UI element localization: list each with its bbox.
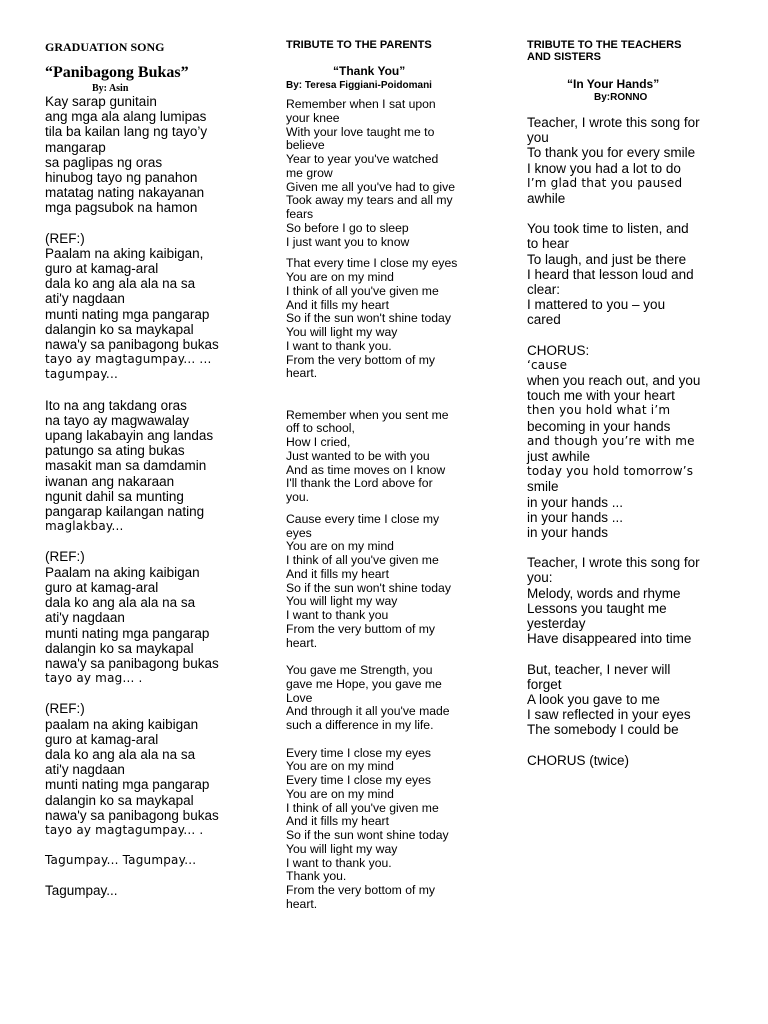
lyric-line: today you hold tomorrow’s <box>527 464 694 479</box>
lyric-line: nawa'y sa panibagong bukas <box>45 807 219 823</box>
lyric-line: iwanan ang nakaraan <box>45 473 175 489</box>
lyric-line: patungo sa ating bukas <box>45 443 185 459</box>
section-title: TRIBUTE TO THE PARENTS <box>286 39 432 51</box>
lyric-line: nawa'y sa panibagong bukas <box>45 337 219 353</box>
lyric-line: From the very bottom of my <box>286 883 435 897</box>
lyric-line: To laugh, and just be there <box>527 251 687 267</box>
lyric-line: believe <box>286 138 325 153</box>
lyric-line: tila ba kailan lang ng tayo’y <box>45 124 208 140</box>
lyric-line: I heard that lesson loud and <box>527 266 694 282</box>
lyric-line: So if the sun won't shine today <box>286 580 451 595</box>
lyric-line: CHORUS (twice) <box>527 752 630 768</box>
lyric-line: maglakbay... <box>45 519 124 534</box>
lyric-line: tayo ay magtagumpay... ... <box>45 352 212 367</box>
lyric-line: Every time I close my eyes <box>286 745 431 760</box>
lyric-line: Remember when I sat upon <box>286 97 436 111</box>
lyric-line: sa paglipas ng oras <box>45 154 163 170</box>
section-title-line: TRIBUTE TO THE TEACHERS <box>527 39 682 51</box>
lyric-line: I want to thank you. <box>286 338 392 353</box>
lyric-line: I want to thank you <box>286 608 389 622</box>
lyric-line: And it fills my heart <box>286 566 389 581</box>
lyric-line: Teacher, I wrote this song for <box>527 555 700 571</box>
lyric-line: I'll thank the Lord above for <box>286 476 433 491</box>
lyric-line: dalangin ko sa maykapal <box>45 640 194 656</box>
lyric-line: You will light my way <box>286 841 398 856</box>
lyric-line: in your hands ... <box>527 509 624 525</box>
lyric-line: munti nating mga pangarap <box>45 306 210 322</box>
song-byline <box>286 80 432 91</box>
lyric-line: guro at kamag-aral <box>45 261 159 277</box>
lyric-line: cared <box>527 312 561 328</box>
song-title: “Thank You” <box>333 64 406 78</box>
lyric-line: forget <box>527 676 562 692</box>
lyric-line: touch me with your heart <box>527 388 675 404</box>
lyric-line: then you hold what i’m <box>527 403 671 418</box>
lyric-line: eyes <box>286 525 312 540</box>
lyric-line: dalangin ko sa maykapal <box>45 321 194 337</box>
song-title: “In Your Hands” <box>567 77 660 91</box>
lyrics <box>286 98 496 912</box>
lyric-line: (REF:) <box>45 701 85 717</box>
lyric-line: And it fills my heart <box>286 297 389 312</box>
lyric-line: I think of all you've given me <box>286 553 439 567</box>
lyric-line: How I cried, <box>286 435 351 449</box>
lyric-line: mga pagsubok na hamon <box>45 200 198 216</box>
lyric-line: So before I go to sleep <box>286 220 409 235</box>
lyric-line: just awhile <box>527 449 591 465</box>
lyric-line: The somebody I could be <box>527 722 679 738</box>
lyric-line: I know you had a lot to do <box>527 160 681 176</box>
section-title: GRADUATION SONG <box>45 40 165 54</box>
lyric-line: Cause every time I close my <box>286 511 440 526</box>
lyrics <box>45 94 255 899</box>
lyric-line: ‘cause <box>527 357 568 372</box>
lyric-line: You are on my mind <box>286 786 394 801</box>
lyric-line: off to school, <box>286 421 355 436</box>
lyric-line: Have disappeared into time <box>527 631 692 647</box>
lyric-line: Tagumpay... Tagumpay... <box>45 853 197 868</box>
lyric-line: I want to thank you. <box>286 855 392 870</box>
lyric-line: when you reach out, and you <box>527 373 701 389</box>
lyric-line: Year to year you've watched <box>286 152 439 166</box>
lyric-line: Teacher, I wrote this song for <box>527 115 700 130</box>
lyric-line: Remember when you sent me <box>286 407 449 422</box>
lyric-line: From the very bottom of my <box>286 352 435 367</box>
lyric-line: But, teacher, I never will <box>527 661 671 677</box>
lyric-line: And as time moves on I know <box>286 462 446 477</box>
lyric-line: You gave me Strength, you <box>286 663 433 677</box>
lyric-line: such a difference in my life. <box>286 718 434 732</box>
section-title <box>527 39 681 63</box>
lyric-line: Given me all you've had to give <box>286 179 455 194</box>
lyric-line: na tayo ay magwawalay <box>45 412 190 428</box>
lyric-line: to hear <box>527 236 570 252</box>
lyric-line: So if the sun wont shine today <box>286 828 449 842</box>
byline-prefix: By: <box>286 80 303 91</box>
lyric-line: I mattered to you – you <box>527 297 666 313</box>
lyric-line: And through it all you've made <box>286 704 450 719</box>
lyric-line: Thank you. <box>286 869 347 884</box>
byline-author: Teresa Figgiani-Poidomani <box>304 80 432 91</box>
lyric-line: I think of all you've given me <box>286 800 439 815</box>
lyric-line: in your hands <box>527 525 609 541</box>
lyric-line: I just want you to know <box>286 234 410 249</box>
lyric-line: mangarap <box>45 139 106 155</box>
lyric-line: From the very buttom of my <box>286 621 435 636</box>
lyric-line: Just wanted to be with you <box>286 448 430 463</box>
lyric-line: nawa'y sa panibagong bukas <box>45 655 219 671</box>
lyric-line: matatag nating nakayanan <box>45 185 205 201</box>
lyric-line: me grow <box>286 165 333 180</box>
lyric-line: That every time I close my eyes <box>286 256 458 271</box>
lyric-line: ati'y nagdaan <box>45 610 125 626</box>
lyric-line: awhile <box>527 191 566 207</box>
lyric-line: With your love taught me to <box>286 124 435 139</box>
lyric-line: and though you’re with me <box>527 433 695 448</box>
lyric-line: ngunit dahil sa munting <box>45 488 184 504</box>
lyric-line: ati'y nagdaan <box>45 291 125 307</box>
lyric-line: tagumpay... <box>45 367 118 382</box>
lyric-line: You will light my way <box>286 594 398 609</box>
lyric-line: munti nating mga pangarap <box>45 625 210 641</box>
lyric-line: To thank you for every smile <box>527 145 696 161</box>
lyric-line: Every time I close my eyes <box>286 773 431 787</box>
lyric-line: (REF:) <box>45 230 85 246</box>
lyric-line: You are on my mind <box>286 270 394 284</box>
lyric-line: clear: <box>527 282 561 298</box>
lyrics <box>527 115 749 768</box>
lyric-line: I saw reflected in your eyes <box>527 707 691 723</box>
song-byline: By:RONNO <box>594 92 648 103</box>
lyric-line: You took time to listen, and <box>527 221 689 237</box>
lyric-line: Tagumpay... <box>45 883 118 899</box>
lyric-line: Paalam na aking kaibigan <box>45 564 200 580</box>
lyric-line: munti nating mga pangarap <box>45 777 210 793</box>
lyric-line: tayo ay mag... . <box>45 671 143 686</box>
lyric-line: you <box>527 130 549 146</box>
lyric-line: I’m glad that you paused <box>527 175 683 190</box>
lyric-line: masakit man sa damdamin <box>45 458 207 474</box>
lyric-line: upang lakabayin ang landas <box>45 428 214 444</box>
lyric-line: heart. <box>286 635 318 650</box>
lyric-line: guro at kamag-aral <box>45 731 159 747</box>
lyric-line: And it fills my heart <box>286 814 389 829</box>
lyric-line: pangarap kailangan nating <box>45 504 205 520</box>
lyric-line: you: <box>527 570 553 586</box>
lyric-line: (REF:) <box>45 549 85 565</box>
lyric-line: dala ko ang ala ala na sa <box>45 746 196 762</box>
lyric-line: ang mga ala alang lumipas <box>45 109 207 125</box>
lyric-line: dalangin ko sa maykapal <box>45 792 194 808</box>
lyric-line: You are on my mind <box>286 539 394 554</box>
lyric-line: Paalam na aking kaibigan, <box>45 245 204 261</box>
lyric-line: You are on my mind <box>286 759 394 774</box>
lyric-line: ati'y nagdaan <box>45 762 125 778</box>
lyric-line: guro at kamag-aral <box>45 579 159 595</box>
song-byline: By: Asin <box>92 83 129 94</box>
lyric-line: Ito na ang takdang oras <box>45 397 187 413</box>
lyric-line: dala ko ang ala ala na sa <box>45 276 196 292</box>
lyric-line: hinubog tayo ng panahon <box>45 170 198 186</box>
lyric-line: yesterday <box>527 616 586 632</box>
lyric-line: smile <box>527 479 559 495</box>
lyric-line: tayo ay magtagumpay... . <box>45 822 204 837</box>
lyric-line: I think of all you've given me <box>286 283 439 298</box>
lyric-line: paalam na aking kaibigan <box>45 716 199 732</box>
lyric-line: Took away my tears and all my <box>286 193 453 208</box>
lyric-line: Melody, words and rhyme <box>527 585 681 601</box>
lyric-line: heart. <box>286 896 318 911</box>
lyric-line: dala ko ang ala ala na sa <box>45 595 196 611</box>
lyric-line: So if the sun won't shine today <box>286 311 451 326</box>
lyric-line: becoming in your hands <box>527 418 671 434</box>
section-title-line: AND SISTERS <box>527 51 601 63</box>
lyric-line: Kay sarap gunitain <box>45 94 157 109</box>
lyric-line: A look you gave to me <box>527 691 660 707</box>
song-title: “Panibagong Bukas” <box>45 64 189 81</box>
lyric-line: you. <box>286 490 310 504</box>
lyric-line: gave me Hope, you gave me <box>286 676 442 691</box>
lyric-line: Lessons you taught me <box>527 600 667 616</box>
lyric-line: your knee <box>286 110 340 125</box>
lyric-line: Love <box>286 690 313 705</box>
lyric-line: fears <box>286 207 314 221</box>
lyric-line: You will light my way <box>286 325 398 339</box>
lyric-line: CHORUS: <box>527 342 590 358</box>
lyric-line: heart. <box>286 366 318 381</box>
lyric-line: in your hands ... <box>527 494 624 510</box>
